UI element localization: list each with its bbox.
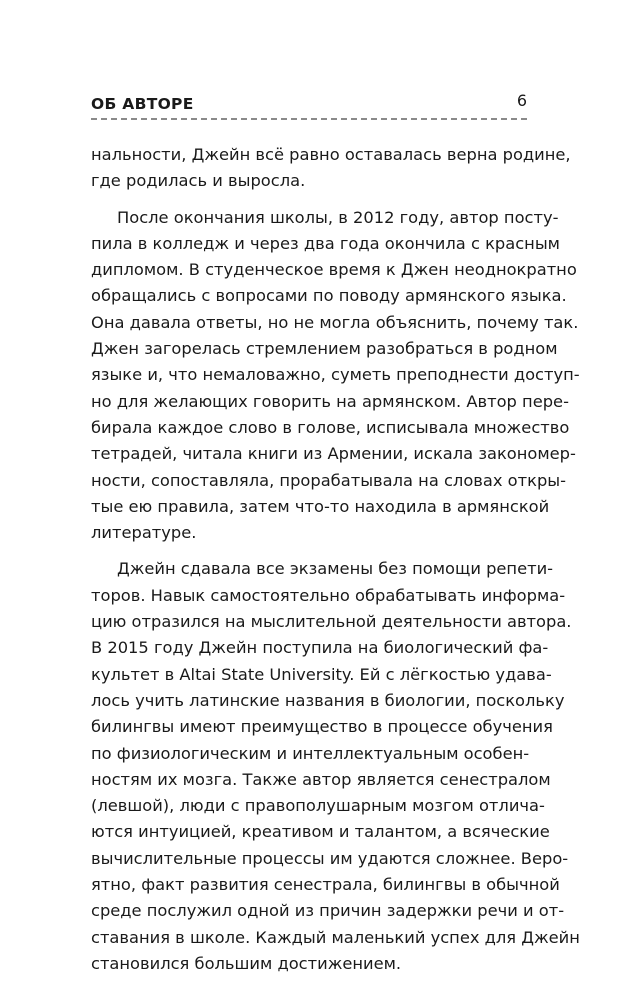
running-header	[91, 91, 527, 118]
section-title: ОБ АВТОРЕ	[91, 95, 194, 113]
text-line: торов. Навык самостоятельно обрабатывать информа-	[91, 585, 566, 605]
text-line: но для желающих говорить на армянском. Автор пере-	[91, 391, 569, 411]
paragraph	[91, 205, 580, 547]
header-divider	[91, 118, 527, 120]
body-text	[91, 142, 580, 987]
text-line: ятно, факт развития сенестрала, билингвы в обычной	[91, 875, 560, 895]
text-line: по физиологическим и интеллектуальным особен-	[91, 743, 530, 763]
text-line: где родилась и выросла.	[91, 171, 306, 191]
text-line: билингвы имеют преимущество в процессе обучения	[91, 717, 553, 737]
text-line: пила в колледж и через два года окончила с красным	[91, 233, 560, 253]
text-line: становился большим достижением.	[91, 953, 402, 973]
text-line: лось учить латинские названия в биологии, поскольку	[91, 690, 565, 710]
text-line: культет в Altai State University. Ей с лёгкостью удава-	[91, 664, 552, 684]
paragraph	[91, 556, 580, 977]
text-line: (левшой), люди с правополушарным мозгом отлича-	[91, 796, 545, 816]
text-line: цию отразился на мыслительной деятельности автора.	[91, 612, 572, 632]
text-line: тые ею правила, затем что-то находила в армянской	[91, 496, 550, 516]
text-line: ности, сопоставляла, прорабатывала на словах откры-	[91, 470, 567, 490]
text-line: Она давала ответы, но не могла объяснить, почему так.	[91, 312, 579, 332]
text-line: Джейн сдавала все экзамены без помощи репети-	[117, 559, 554, 579]
text-line: обращались с вопросами по поводу армянского языка.	[91, 286, 567, 306]
text-line: Джен загорелась стремлением разобраться в родном	[91, 339, 558, 359]
text-line: языке и, что немаловажно, суметь преподнести доступ-	[91, 365, 580, 385]
text-line: бирала каждое слово в голове, исписывала множество	[91, 417, 570, 437]
page-number: 6	[516, 91, 527, 110]
text-line: ставания в школе. Каждый маленький успех для Джейн	[91, 927, 580, 947]
text-line: ностям их мозга. Также автор является сенестралом	[91, 769, 551, 789]
paragraph	[91, 142, 571, 195]
text-line: вычислительные процессы им удаются сложнее. Веро-	[91, 848, 569, 868]
text-line: нальности, Джейн всё равно оставалась верна родине,	[91, 145, 571, 164]
text-line: среде послужил одной из причин задержки речи и от-	[91, 901, 565, 921]
text-line: дипломом. В студенческое время к Джен неоднократно	[91, 260, 577, 280]
text-line: тетрадей, читала книги из Армении, искала закономер-	[91, 444, 576, 464]
text-line: литературе.	[91, 523, 197, 543]
text-line: ются интуицией, креативом и талантом, а всяческие	[91, 822, 550, 842]
text-line: После окончания школы, в 2012 году, автор посту-	[117, 207, 559, 227]
text-line: В 2015 году Джейн поступила на биологический фа-	[91, 638, 549, 658]
